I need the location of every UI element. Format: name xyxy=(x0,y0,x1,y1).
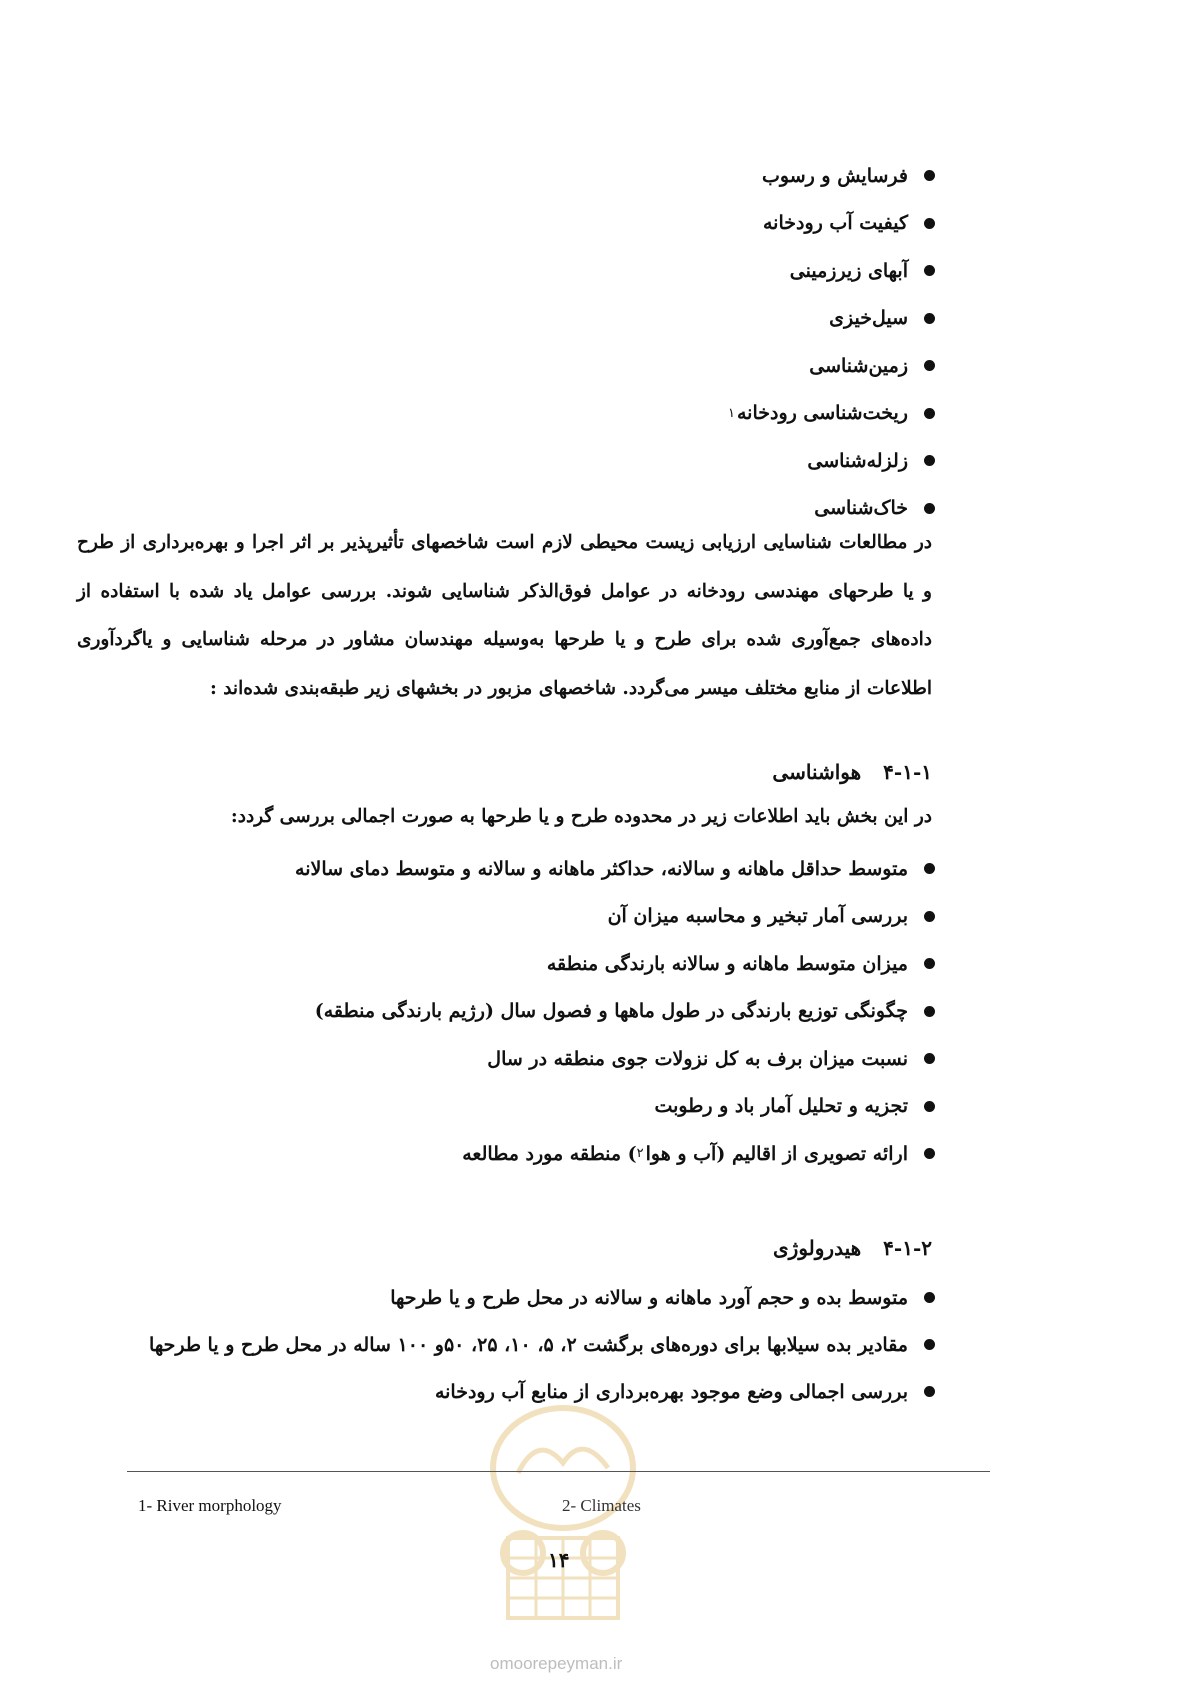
bullet-icon xyxy=(924,408,935,419)
footnote-1: 1- River morphology xyxy=(138,1496,282,1515)
list-item: کیفیت آب رودخانه xyxy=(728,200,935,248)
footnote-ref: ۱ xyxy=(727,405,735,421)
list-item: سیل‌خیزی xyxy=(728,295,935,343)
climate-list xyxy=(295,845,935,1178)
section-number: ۴-۱-۲ xyxy=(883,1236,932,1260)
list-item: بررسی آمار تبخیر و محاسبه میزان آن xyxy=(295,893,935,941)
list-item: زمین‌شناسی xyxy=(728,342,935,390)
list-item: آبهای زیرزمینی xyxy=(728,247,935,295)
bullet-icon xyxy=(924,958,935,969)
bullet-icon xyxy=(924,455,935,466)
page-number: ۱۴ xyxy=(548,1548,570,1572)
section-intro: در این بخش باید اطلاعات زیر در محدوده طرح و یا طرحها به صورت اجمالی بررسی گردد: xyxy=(230,806,932,827)
list-item: زلزله‌شناسی xyxy=(728,437,935,485)
list-item: تجزیه و تحلیل آمار باد و رطوبت xyxy=(295,1083,935,1131)
omoorepeyman-seal-icon xyxy=(478,1398,648,1638)
section-title: هواشناسی xyxy=(772,760,862,784)
list-item: بررسی اجمالی وضع موجود بهره‌برداری از منابع آب رودخانه xyxy=(149,1368,935,1415)
bullet-icon xyxy=(924,1386,935,1397)
footnote-2: 2- Climates xyxy=(562,1496,641,1515)
list-item: مقادیر بده سیلابها برای دوره‌های برگشت ۲، ۵، ۱۰، ۲۵، ۵۰و ۱۰۰ ساله در محل طرح و یا طرحها xyxy=(149,1321,935,1368)
bullet-icon xyxy=(924,1053,935,1064)
watermark-url: omoorepeyman.ir xyxy=(490,1654,623,1673)
factors-list xyxy=(728,152,935,532)
bullet-icon xyxy=(924,170,935,181)
bullet-icon xyxy=(924,1006,935,1017)
bullet-icon xyxy=(924,218,935,229)
bullet-icon xyxy=(924,1292,935,1303)
bullet-icon xyxy=(924,863,935,874)
list-item: نسبت میزان برف به کل نزولات جوی منطقه در سال xyxy=(295,1035,935,1083)
section-number: ۴-۱-۱ xyxy=(883,760,932,784)
bullet-icon xyxy=(924,911,935,922)
footnote-ref: ۲ xyxy=(636,1146,644,1162)
list-item: خاک‌شناسی xyxy=(728,485,935,533)
bullet-icon xyxy=(924,313,935,324)
intro-paragraph: در مطالعات شناسایی ارزیابی زیست محیطی لازم است شاخصهای تأثیرپذیر بر اثر اجرا و بهره‌برداری از طرح و یا طرحهای مهندسی رودخانه در عوامل فوق‌الذکر شناسایی شوند. بررسی عوامل یاد شده با استفاده از داده‌های جمع‌آوری شده برای طرح و یا طرحها به‌وسیله مهندسان مشاور در مرحله شناسایی و یاگردآوری اطلاعات از منابع مختلف میسر می‌گردد. شاخصهای مزبور در بخشهای زیر طبقه‌بندی شده‌اند : xyxy=(77,532,932,699)
list-item: متوسط بده و حجم آورد ماهانه و سالانه در محل طرح و یا طرحها xyxy=(149,1274,935,1321)
list-item: چگونگی توزیع بارندگی در طول ماهها و فصول سال (رژیم بارندگی منطقه) xyxy=(295,988,935,1036)
list-item: ارائه تصویری از اقالیم (آب و هوا ۲ ) منطقه مورد مطالعه xyxy=(295,1130,935,1178)
list-item: متوسط حداقل ماهانه و سالانه، حداکثر ماهانه و سالانه و متوسط دمای سالانه xyxy=(295,845,935,893)
footnote-divider xyxy=(127,1471,990,1472)
bullet-icon xyxy=(924,360,935,371)
bullet-icon xyxy=(924,1148,935,1159)
section-heading-hydrology xyxy=(773,1236,932,1260)
hydrology-list xyxy=(149,1274,935,1415)
list-item: فرسایش و رسوب xyxy=(728,152,935,200)
list-item: ریخت‌شناسی رودخانه ۱ xyxy=(728,390,935,438)
section-title: هیدرولوژی xyxy=(773,1236,862,1260)
bullet-icon xyxy=(924,1339,935,1350)
list-item: میزان متوسط ماهانه و سالانه بارندگی منطقه xyxy=(295,940,935,988)
section-heading-climate xyxy=(772,760,932,784)
bullet-icon xyxy=(924,1101,935,1112)
bullet-icon xyxy=(924,265,935,276)
bullet-icon xyxy=(924,503,935,514)
